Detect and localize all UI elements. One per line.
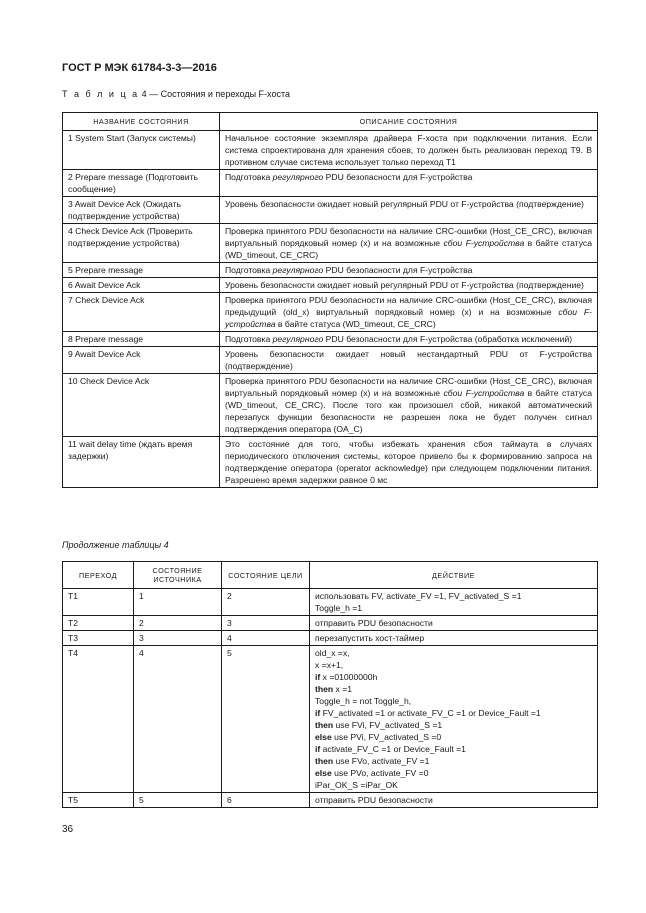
state-description: Уровень безопасности ожидает новый нестандартный PDU от F-устройства (подтверждение): [220, 347, 598, 374]
transitions-header-source: СОСТОЯНИЕ ИСТОЧНИКА: [134, 562, 222, 589]
action-line: else use PVo, activate_FV =0: [315, 768, 429, 778]
table-caption-title: 4 — Состояния и переходы F-хоста: [141, 89, 290, 99]
action-line: iPar_OK_S =iPar_OK: [315, 780, 398, 790]
action-line: if activate_FV_C =1 or Device_Fault =1: [315, 744, 466, 754]
transition-id: T4: [63, 646, 134, 793]
state-row: [63, 197, 598, 224]
state-row: [63, 131, 598, 170]
state-name: 3 Await Device Ack (Ожидать подтверждение устройства): [63, 197, 220, 224]
action-line: перезапустить хост-таймер: [315, 633, 425, 643]
transition-action: [310, 631, 598, 646]
state-description: Уровень безопасности ожидает новый регулярный PDU от F-устройства (подтверждение): [220, 197, 598, 224]
action-line: использовать FV, activate_FV =1, FV_activated_S =1: [315, 591, 522, 601]
transition-action: [310, 589, 598, 616]
state-name: 1 System Start (Запуск системы): [63, 131, 220, 170]
source-state: 1: [134, 589, 222, 616]
state-name: 10 Check Device Ack: [63, 374, 220, 437]
page-number: 36: [62, 824, 74, 835]
state-name: 6 Await Device Ack: [63, 278, 220, 293]
state-row: [63, 224, 598, 263]
state-description: Подготовка регулярного PDU безопасности для F-устройства: [220, 170, 598, 197]
action-line: then use FVi, FV_activated_S =1: [315, 720, 443, 730]
target-state: 5: [222, 646, 310, 793]
transition-row: [63, 631, 598, 646]
transition-action: [310, 646, 598, 793]
state-row: [63, 263, 598, 278]
state-row: [63, 437, 598, 488]
transitions-header-transition: ПЕРЕХОД: [63, 562, 134, 589]
state-name: 7 Check Device Ack: [63, 293, 220, 332]
transition-id: T2: [63, 616, 134, 631]
action-line: then x =1: [315, 684, 353, 694]
action-line: отправить PDU безопасности: [315, 795, 433, 805]
state-name: 11 wait delay time (ждать время задержки): [63, 437, 220, 488]
state-description: Уровень безопасности ожидает новый регулярный PDU от F-устройства (подтверждение): [220, 278, 598, 293]
state-row: [63, 347, 598, 374]
state-description: Подготовка регулярного PDU безопасности для F-устройства: [220, 263, 598, 278]
target-state: 6: [222, 793, 310, 808]
state-description: Проверка принятого PDU безопасности на наличие CRC-ошибки (Host_CE_CRC), включая виртуальный порядковый номер (x) и на возможные сбои F-устройства в байте статуса (WD_timeout, CE_CRC). После того как произошел сбой, никакой автоматический перезапуск функции безопасности не разрешен пока не будет получен сигнал подтверждения оператора (OA_C): [220, 374, 598, 437]
state-name: 9 Await Device Ack: [63, 347, 220, 374]
target-state: 2: [222, 589, 310, 616]
source-state: 2: [134, 616, 222, 631]
action-line: else use PVi, FV_activated_S =0: [315, 732, 442, 742]
state-description: Начальное состояние экземпляра драйвера F-хоста при подключении питания. Если система спроектирована для хранения сбоев, то должен быть реализован переход Т9. В противном случае система использует только переход Т1: [220, 131, 598, 170]
transition-row: [63, 616, 598, 631]
table-caption: [62, 89, 290, 99]
transition-action: [310, 616, 598, 631]
state-row: [63, 170, 598, 197]
action-line: Toggle_h =1: [315, 603, 363, 613]
state-name: 8 Prepare message: [63, 332, 220, 347]
action-line: x =x+1,: [315, 660, 344, 670]
action-line: then use FVo, activate_FV =1: [315, 756, 430, 766]
state-name: 5 Prepare message: [63, 263, 220, 278]
transition-action: [310, 793, 598, 808]
target-state: 4: [222, 631, 310, 646]
table-caption-label: Т а б л и ц а: [62, 89, 140, 99]
state-row: [63, 374, 598, 437]
action-line: отправить PDU безопасности: [315, 618, 433, 628]
state-description: Это состояние для того, чтобы избежать хранения сбоя таймаута в случаях периодического отключения системы, которое привело бы к формированию запроса на подтверждение оператора (operator acknowledge) при следующем подключении питания. Разрешено время задержки равное 0 мс: [220, 437, 598, 488]
state-name: 4 Check Device Ack (Проверить подтверждение устройства): [63, 224, 220, 263]
transitions-header-target: СОСТОЯНИЕ ЦЕЛИ: [222, 562, 310, 589]
action-line: if x =01000000h: [315, 672, 378, 682]
transition-row: [63, 646, 598, 793]
target-state: 3: [222, 616, 310, 631]
source-state: 3: [134, 631, 222, 646]
state-row: [63, 278, 598, 293]
state-description: Проверка принятого PDU безопасности на наличие CRC-ошибки (Host_CE_CRC), включая предыдущий (old_x) виртуальный порядковый номер (x) и на возможные сбои F-устройства в байте статуса (WD_timeout, CE_CRC): [220, 293, 598, 332]
state-row: [63, 293, 598, 332]
action-line: Toggle_h = not Toggle_h,: [315, 696, 412, 706]
states-header-name: НАЗВАНИЕ СОСТОЯНИЯ: [63, 113, 220, 131]
transition-row: [63, 589, 598, 616]
state-description: Проверка принятого PDU безопасности на наличие CRC-ошибки (Host_CE_CRC), включая виртуальный порядковый номер (x) и на возможные сбои F-устройства в байте статуса (WD_timeout, CE_CRC): [220, 224, 598, 263]
states-table: [62, 112, 598, 488]
action-line: old_x =x,: [315, 648, 350, 658]
action-line: if FV_activated =1 or activate_FV_C =1 or Device_Fault =1: [315, 708, 541, 718]
transition-row: [63, 793, 598, 808]
state-row: [63, 332, 598, 347]
transitions-header-action: ДЕЙСТВИЕ: [310, 562, 598, 589]
transition-id: T1: [63, 589, 134, 616]
transition-id: T5: [63, 793, 134, 808]
transition-id: T3: [63, 631, 134, 646]
state-name: 2 Prepare message (Подготовить сообщение): [63, 170, 220, 197]
source-state: 4: [134, 646, 222, 793]
table-continuation: Продолжение таблицы 4: [62, 540, 169, 550]
source-state: 5: [134, 793, 222, 808]
standard-title: ГОСТ Р МЭК 61784-3-3—2016: [62, 62, 217, 74]
transitions-table: [62, 561, 598, 808]
states-header-description: ОПИСАНИЕ СОСТОЯНИЯ: [220, 113, 598, 131]
state-description: Подготовка регулярного PDU безопасности для F-устройства (обработка исключений): [220, 332, 598, 347]
